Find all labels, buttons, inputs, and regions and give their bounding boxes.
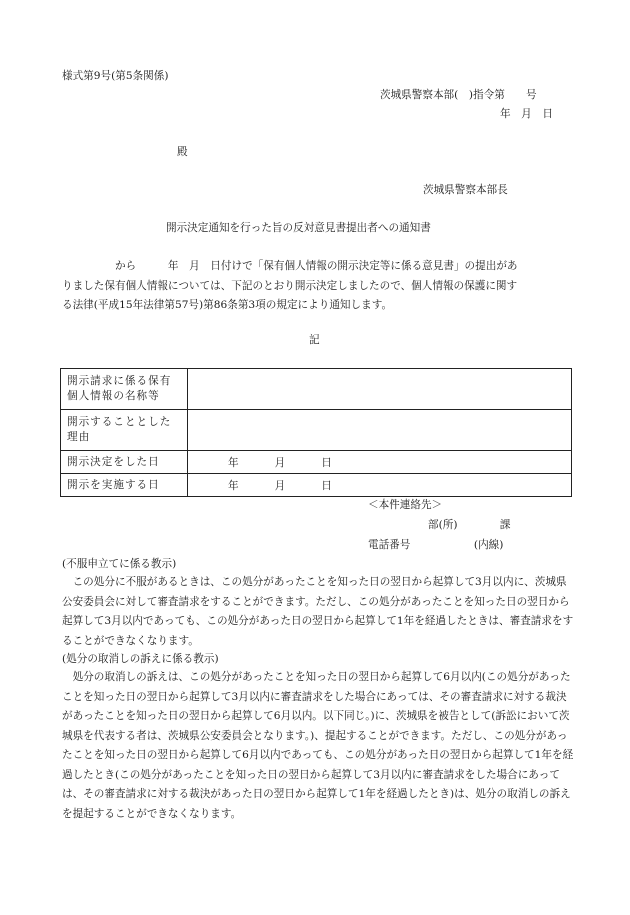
lawsuit-text: 処分の取消しの訴えは、この処分があったことを知った日の翌日から起算して6月以内(この処分があったことを知った日の翌日から起算して3月以内に審査請求をした場合にあっては、その審査請求に対する裁決があったことを知った日の翌日から起算して6月以内。以下同じ。)に、茨城県を被告として(訴訟において茨城県を代表する者は、茨城県公安委員会となります。)、提起することができます。ただし、この処分があったことを知った日の翌日から起算して6月以内であっても、この処分があった日の翌日から起算して1年を経過したとき(この処分があったことを知った日の翌日から起算して3月以内に審査請求をした場合にあっては、その審査請求に対する裁決があった日の翌日から起算して1年を経過したとき)は、処分の取消しの訴えを提起することができなくなります。 xyxy=(62,671,574,820)
info-table xyxy=(60,368,572,497)
date-day: 日 xyxy=(321,479,332,492)
date-month: 月 xyxy=(274,456,286,469)
body-paragraph xyxy=(62,257,576,316)
row-value xyxy=(188,474,572,497)
table-row xyxy=(61,451,572,474)
recipient-suffix: 殿 xyxy=(177,146,188,158)
lawsuit-heading: (処分の取消しの訴えに係る教示) xyxy=(62,653,219,665)
table-row xyxy=(61,474,572,497)
row-label: 開示請求に係る保有個人情報の名称等 xyxy=(61,369,188,410)
issue-date: 年 月 日 xyxy=(500,108,553,120)
appeal-text: この処分に不服があるときは、この処分があったことを知った日の翌日から起算して3月以内に、茨城県公安委員会に対して審査請求をすることができます。ただし、この処分があったことを知った日の翌日から起算して3月以内であっても、この処分があった日の翌日から起算して1年を経過したときは、審査請求をすることができなくなります。 xyxy=(62,576,574,647)
row-value xyxy=(188,410,572,451)
form-label: 様式第9号(第5条関係) xyxy=(62,70,169,82)
body-line: から 年 月 日付けで「保有個人情報の開示決定等に係る意見書」の提出があ xyxy=(62,260,518,272)
body-line: る法律(平成15年法律第57号)第86条第3項の規定により通知します。 xyxy=(62,299,393,311)
table-row xyxy=(61,410,572,451)
issue-number: 茨城県警察本部( )指令第 号 xyxy=(380,89,537,101)
contact-phone: 電話番号 (内線) xyxy=(368,539,504,551)
date-year: 年 xyxy=(228,456,239,469)
ki-heading: 記 xyxy=(309,334,320,346)
row-label: 開示を実施する日 xyxy=(61,474,188,497)
document-title: 開示決定通知を行った旨の反対意見書提出者への通知書 xyxy=(166,222,431,234)
row-value xyxy=(188,369,572,410)
sender-name: 茨城県警察本部長 xyxy=(423,184,508,196)
contact-heading: ＜本件連絡先＞ xyxy=(368,499,443,511)
body-line: りました保有個人情報については、下記のとおり開示決定しましたので、個人情報の保護に関す xyxy=(62,279,518,292)
date-year: 年 xyxy=(228,479,239,492)
row-label: 開示決定をした日 xyxy=(61,451,188,474)
date-day: 日 xyxy=(321,456,332,469)
table-row xyxy=(61,369,572,410)
contact-department: 部(所) 課 xyxy=(428,519,511,531)
date-month: 月 xyxy=(274,479,286,492)
row-label: 開示することとした理由 xyxy=(61,410,188,451)
appeal-heading: (不服申立てに係る教示) xyxy=(62,558,177,570)
row-value xyxy=(188,451,572,474)
